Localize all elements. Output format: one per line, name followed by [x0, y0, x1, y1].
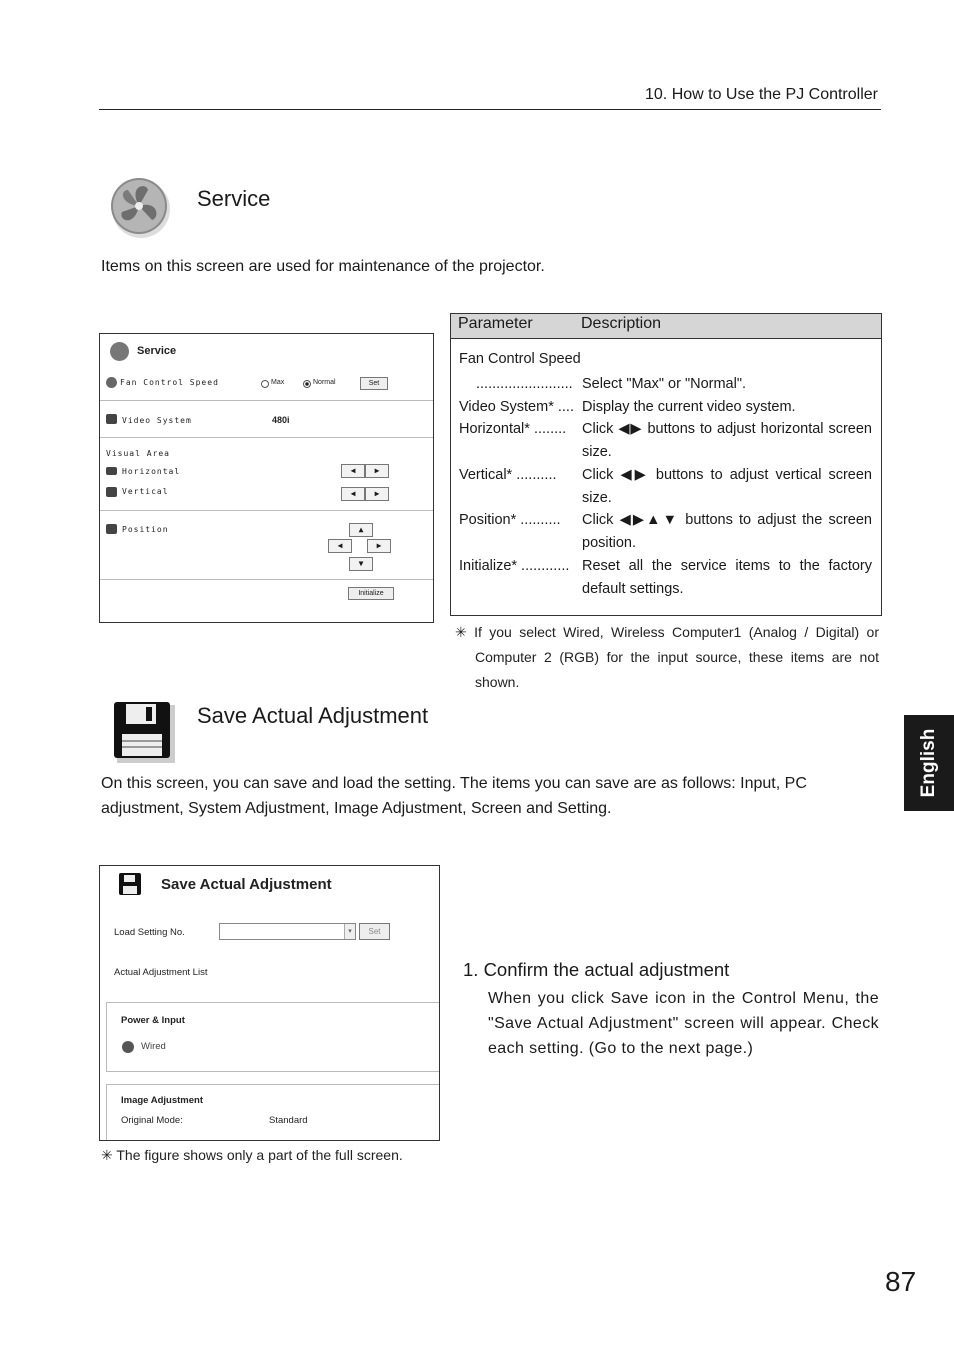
desc-position: Click ◀▶▲▼ buttons to adjust the screen position.	[582, 512, 872, 551]
divider	[100, 400, 433, 401]
save-small-floppy-icon	[119, 873, 141, 895]
fan-icon	[108, 174, 170, 236]
step-title: 1. Confirm the actual adjustment	[463, 959, 730, 980]
power-input-panel	[106, 1002, 440, 1072]
horizontal-right-button[interactable]: ▶	[365, 464, 389, 478]
visual-area-label: Visual Area	[106, 449, 170, 458]
vertical-left-button[interactable]: ◀	[341, 487, 365, 501]
desc-fan: Select "Max" or "Normal".	[582, 376, 747, 392]
col-description: Description	[581, 315, 662, 332]
position-left-button[interactable]: ◀	[328, 539, 352, 553]
radio-normal[interactable]	[303, 380, 311, 388]
step-text: When you click Save icon in the Control Menu, the "Save Actual Adjustment" screen will appear. Check each setting. (Go to the next page.)	[488, 990, 879, 1057]
vertical-right-button[interactable]: ▶	[365, 487, 389, 501]
service-small-fan-icon	[110, 342, 129, 361]
param-initialize: Initialize* ............	[459, 558, 570, 574]
position-icon	[106, 524, 117, 534]
video-label: Video System	[122, 416, 192, 425]
fan-label: Fan Control Speed	[120, 378, 219, 387]
radio-normal-label: Normal	[313, 379, 336, 386]
save-intro: On this screen, you can save and load the setting. The items you can save are as follows: Input, PC adjustment, System Adjustment, Image Adjustment, Screen and Setting.	[101, 775, 807, 817]
horizontal-label: Horizontal	[122, 467, 181, 476]
original-mode-value: Standard	[269, 1115, 308, 1126]
power-input-heading: Power & Input	[121, 1015, 185, 1026]
language-tab	[904, 715, 954, 811]
fan-mini-icon	[106, 377, 117, 388]
divider	[100, 437, 433, 438]
load-setting-select[interactable]	[219, 923, 356, 940]
param-vertical: Vertical* ..........	[459, 467, 557, 483]
original-mode-label: Original Mode:	[121, 1115, 183, 1126]
wired-icon	[122, 1041, 134, 1053]
image-adjustment-heading: Image Adjustment	[121, 1095, 203, 1106]
table-header	[451, 314, 881, 339]
service-title: Service	[197, 186, 271, 211]
horizontal-left-button[interactable]: ◀	[341, 464, 365, 478]
vertical-label: Vertical	[122, 487, 169, 496]
desc-video: Display the current video system.	[582, 399, 796, 415]
desc-initialize: Reset all the service items to the factory default settings.	[582, 558, 872, 597]
radio-max[interactable]	[261, 380, 269, 388]
video-value: 480i	[272, 415, 290, 425]
radio-max-label: Max	[271, 379, 285, 386]
image-adjustment-panel	[106, 1084, 440, 1141]
vertical-icon	[106, 487, 117, 497]
position-up-button[interactable]: ▲	[349, 523, 373, 537]
service-intro: Items on this screen are used for maintenance of the projector.	[101, 258, 545, 275]
load-setting-label: Load Setting No.	[114, 927, 185, 938]
divider	[100, 510, 433, 511]
save-screenshot	[99, 865, 440, 1141]
parameter-table	[450, 313, 882, 616]
wired-label: Wired	[141, 1041, 166, 1052]
floppy-disk-icon	[112, 700, 174, 762]
service-note: ✳ If you select Wired, Wireless Computer1 (Analog / Digital) or Computer 2 (RGB) for the input source, these items are not shown.	[455, 624, 879, 690]
chapter-title: 10. How to Use the PJ Controller	[645, 86, 878, 103]
param-fan: Fan Control Speed	[459, 351, 581, 367]
desc-horizontal: Click ◀▶ buttons to adjust horizontal screen size.	[582, 421, 872, 460]
adjustment-list-label: Actual Adjustment List	[114, 967, 208, 978]
chevron-down-icon: ▾	[344, 924, 355, 939]
language-tab-label: English	[918, 728, 939, 798]
param-video: Video System* ....	[459, 399, 574, 415]
param-horizontal: Horizontal* ........	[459, 421, 567, 437]
save-title: Save Actual Adjustment	[197, 703, 429, 728]
load-set-button[interactable]: Set	[359, 923, 390, 940]
service-screenshot	[99, 333, 434, 623]
param-position: Position* ..........	[459, 512, 561, 528]
col-parameter: Parameter	[458, 315, 533, 332]
initialize-button[interactable]: Initialize	[348, 587, 394, 600]
param-fan-dots: ........................	[476, 376, 573, 392]
position-right-button[interactable]: ▶	[367, 539, 391, 553]
shot-title: Service	[137, 345, 177, 357]
divider	[100, 579, 433, 580]
header-rule	[99, 109, 881, 110]
video-icon	[106, 414, 117, 424]
horizontal-icon	[106, 467, 117, 475]
fan-set-button[interactable]: Set	[360, 377, 388, 390]
page-number: 87	[885, 1266, 917, 1297]
save-shot-title: Save Actual Adjustment	[161, 876, 332, 893]
position-label: Position	[122, 525, 169, 534]
figure-note: ✳ The figure shows only a part of the full screen.	[101, 1147, 403, 1163]
position-down-button[interactable]: ▼	[349, 557, 373, 571]
desc-vertical: Click ◀▶ buttons to adjust vertical screen size.	[582, 467, 872, 506]
